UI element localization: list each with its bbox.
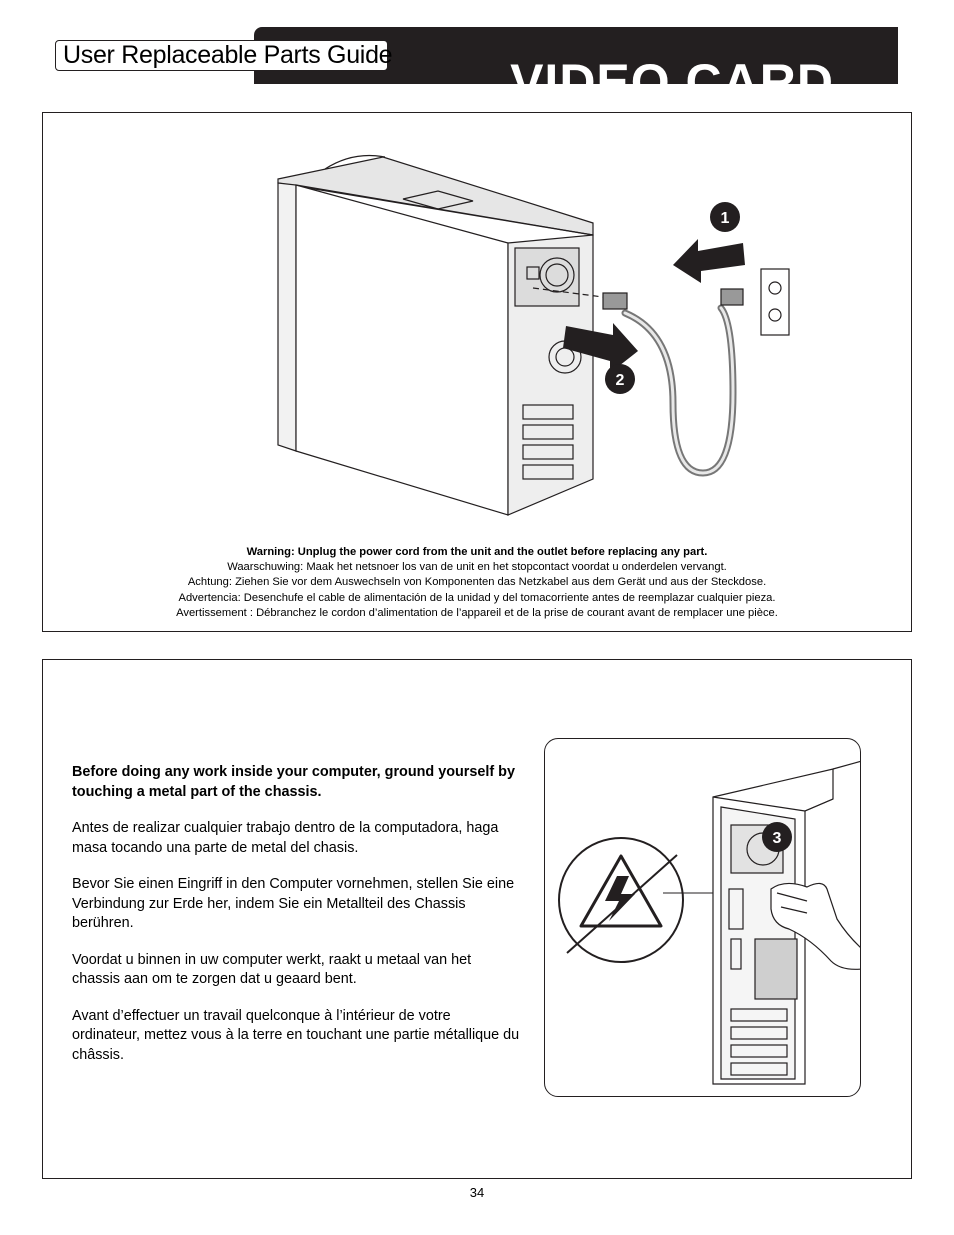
unplug-warning [43, 545, 911, 621]
static-warning-icon [559, 838, 713, 962]
svg-text:1: 1 [720, 210, 730, 227]
guide-title: User Replaceable Parts Guide [55, 40, 388, 71]
page-number: 34 [469, 1185, 485, 1200]
ground-illustration-frame [544, 738, 861, 1097]
section-title: VIDEO CARD [510, 54, 834, 110]
callout-3 [762, 822, 792, 852]
ground-instructions [72, 763, 522, 1082]
ground-text-dutch: Voordat u binnen in uw computer werkt, raakt u metaal van het chassis aan om te zorgen dat u geaard bent. [72, 951, 472, 987]
ground-illustration [545, 739, 861, 1097]
callout-1 [710, 202, 740, 232]
ground-text-german: Bevor Sie einen Eingriff in den Computer vornehmen, stellen Sie eine Verbindung zur Erde her, indem Sie ein Metallteil des Chassis berühren. [72, 876, 515, 931]
warning-line-english: Warning: Unplug the power cord from the unit and the outlet before replacing any part. [246, 546, 708, 558]
unplug-power-illustration [233, 143, 793, 523]
ground-text-spanish: Antes de realizar cualquier trabajo dentro de la computadora, haga masa tocando una parte de metal del chasis. [72, 820, 499, 856]
callout-2 [605, 364, 635, 394]
svg-text:2: 2 [615, 372, 625, 389]
unplug-power-panel [42, 112, 912, 632]
ground-yourself-panel [42, 659, 912, 1179]
warning-line-spanish: Advertencia: Desenchufe el cable de alimentación de la unidad y del tomacorriente antes de reemplazar cualquier pieza. [178, 591, 776, 604]
svg-text:3: 3 [772, 830, 782, 847]
ground-text-french: Avant d’effectuer un travail quelconque à l’intérieur de votre ordinateur, mettez vous à la terre en touchant une partie métallique du châssis. [72, 1007, 520, 1063]
ground-text-english: Before doing any work inside your computer, ground yourself by touching a metal part of the chassis. [72, 764, 515, 800]
warning-line-german: Achtung: Ziehen Sie vor dem Auswechseln von Komponenten das Netzkabel aus dem Gerät und aus der Steckdose. [187, 576, 767, 589]
warning-line-dutch: Waarschuwing: Maak het netsnoer los van de unit en het stopcontact voordat u onderdelen vervangt. [227, 561, 727, 574]
warning-line-french: Avertissement : Débranchez le cordon d’alimentation de l’appareil et de la prise de courant avant de remplacer une pièce. [176, 606, 778, 619]
